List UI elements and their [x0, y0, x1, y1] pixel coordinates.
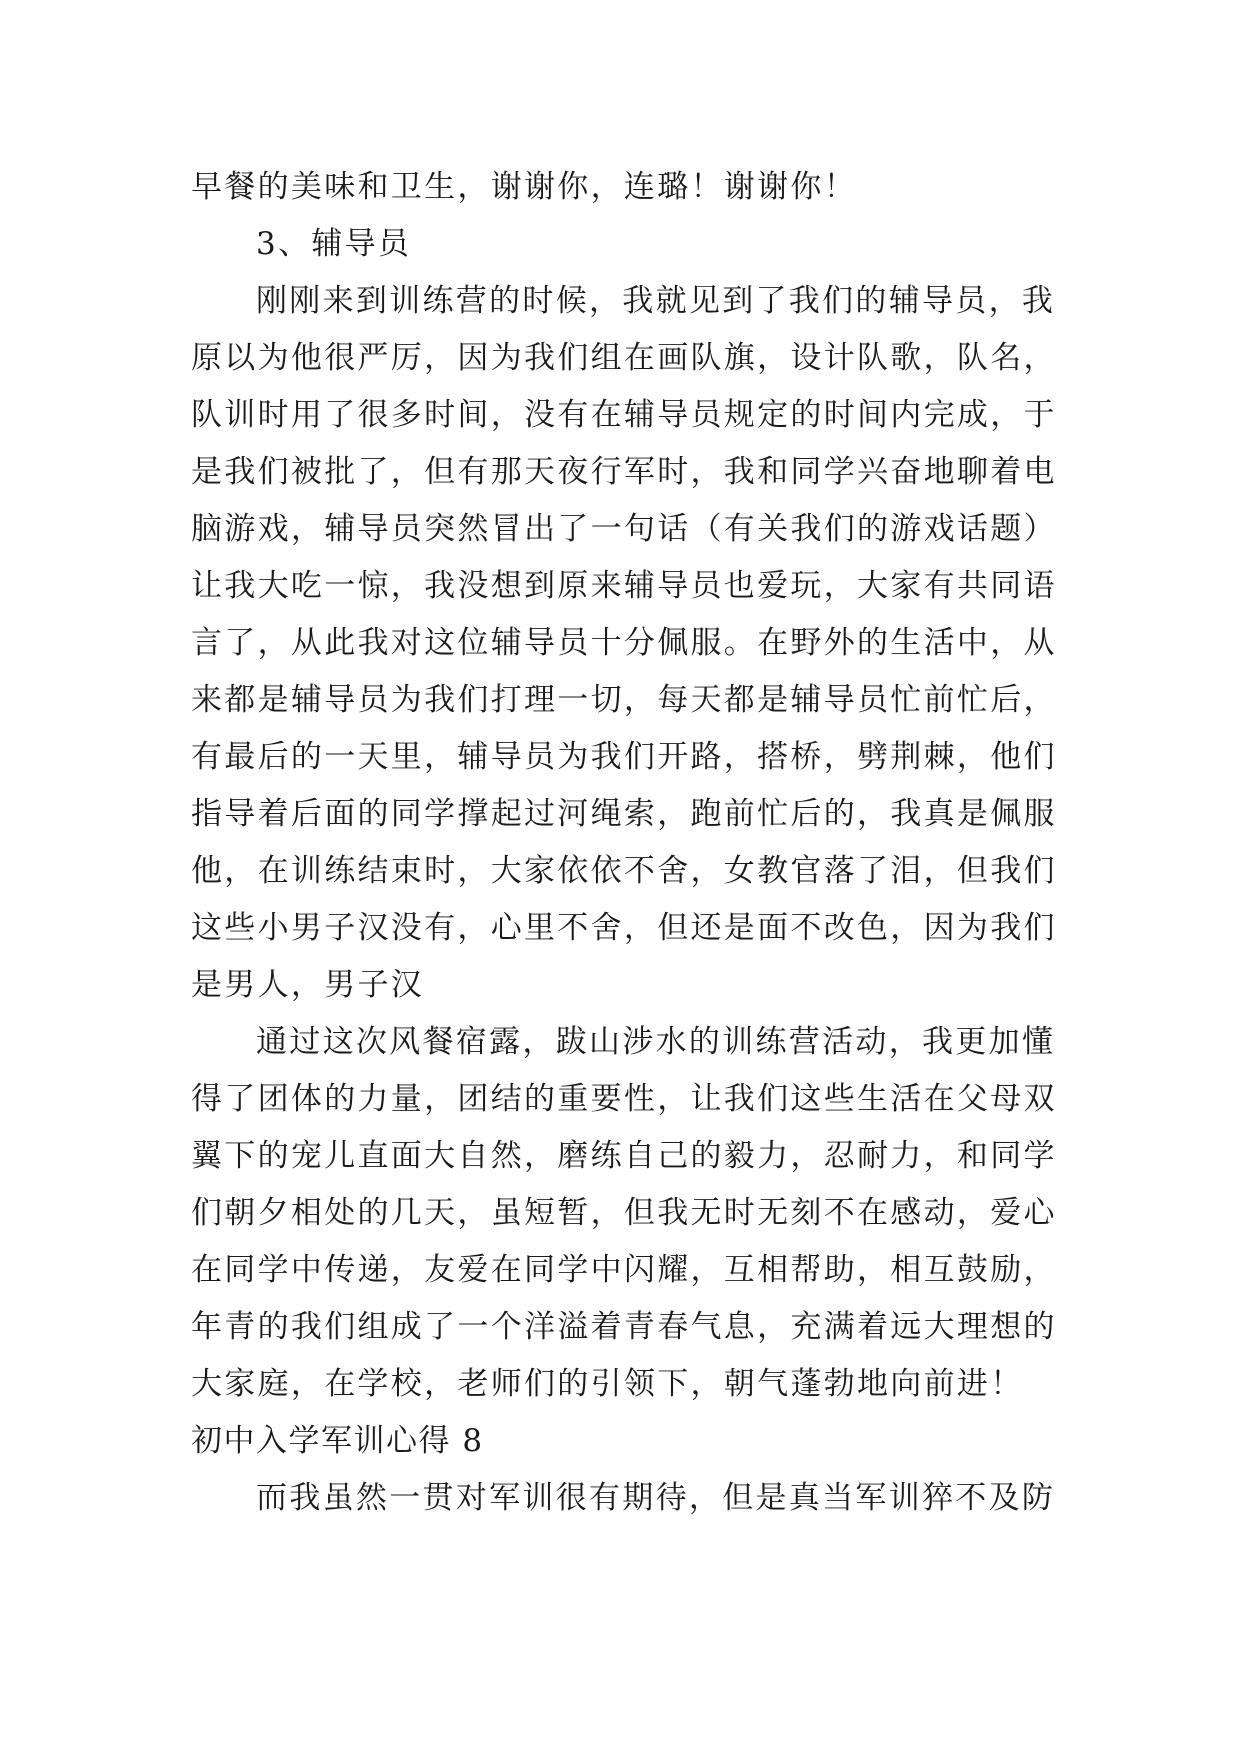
essay-title: 初中入学军训心得 8: [191, 1423, 484, 1459]
paragraph-line: 在同学中传递，友爱在同学中闪耀，互相帮助，相互鼓励，: [191, 1252, 1057, 1288]
paragraph-line: 他，在训练结束时，大家依依不舍，女教官落了泪，但我们: [191, 853, 1057, 889]
paragraph-line: 刚刚来到训练营的时候，我就见到了我们的辅导员，我: [256, 283, 1056, 319]
paragraph-line: 得了团体的力量，团结的重要性，让我们这些生活在父母双: [191, 1081, 1057, 1117]
section-heading-counselor: 3、辅导员: [256, 226, 412, 262]
paragraph-line: 们朝夕相处的几天，虽短暂，但我无时无刻不在感动，爱心: [191, 1195, 1057, 1231]
paragraph-line: 是男人，男子汉: [191, 967, 425, 1003]
paragraph-line: 队训时用了很多时间，没有在辅导员规定的时间内完成，于: [191, 397, 1057, 433]
paragraph-line: 让我大吃一惊，我没想到原来辅导员也爱玩，大家有共同语: [191, 568, 1057, 604]
paragraph-line: 原以为他很严厉，因为我们组在画队旗，设计队歌，队名，: [191, 340, 1057, 376]
paragraph-line: 有最后的一天里，辅导员为我们开路，搭桥，劈荆棘，他们: [191, 739, 1057, 775]
paragraph-line: 通过这次风餐宿露，跋山涉水的训练营活动，我更加懂: [256, 1024, 1056, 1060]
paragraph-line: 年青的我们组成了一个洋溢着青春气息，充满着远大理想的: [191, 1309, 1057, 1345]
paragraph-line: 这些小男子汉没有，心里不舍，但还是面不改色，因为我们: [191, 910, 1057, 946]
paragraph-line: 翼下的宠儿直面大自然，磨练自己的毅力，忍耐力，和同学: [191, 1138, 1057, 1174]
paragraph-line: 来都是辅导员为我们打理一切，每天都是辅导员忙前忙后，: [191, 682, 1057, 718]
paragraph-line: 指导着后面的同学撑起过河绳索，跑前忙后的，我真是佩服: [191, 796, 1057, 832]
paragraph-line: 言了，从此我对这位辅导员十分佩服。在野外的生活中，从: [191, 625, 1057, 661]
paragraph-line: 是我们被批了，但有那天夜行军时，我和同学兴奋地聊着电: [191, 454, 1057, 490]
paragraph-line: 大家庭，在学校，老师们的引领下，朝气蓬勃地向前进！: [191, 1366, 1024, 1402]
paragraph-line: 而我虽然一贯对军训很有期待，但是真当军训猝不及防: [256, 1480, 1056, 1516]
paragraph-line: 脑游戏，辅导员突然冒出了一句话（有关我们的游戏话题）: [191, 511, 1057, 547]
text-line-breakfast-thanks: 早餐的美味和卫生，谢谢你，连璐！谢谢你！: [191, 169, 857, 205]
